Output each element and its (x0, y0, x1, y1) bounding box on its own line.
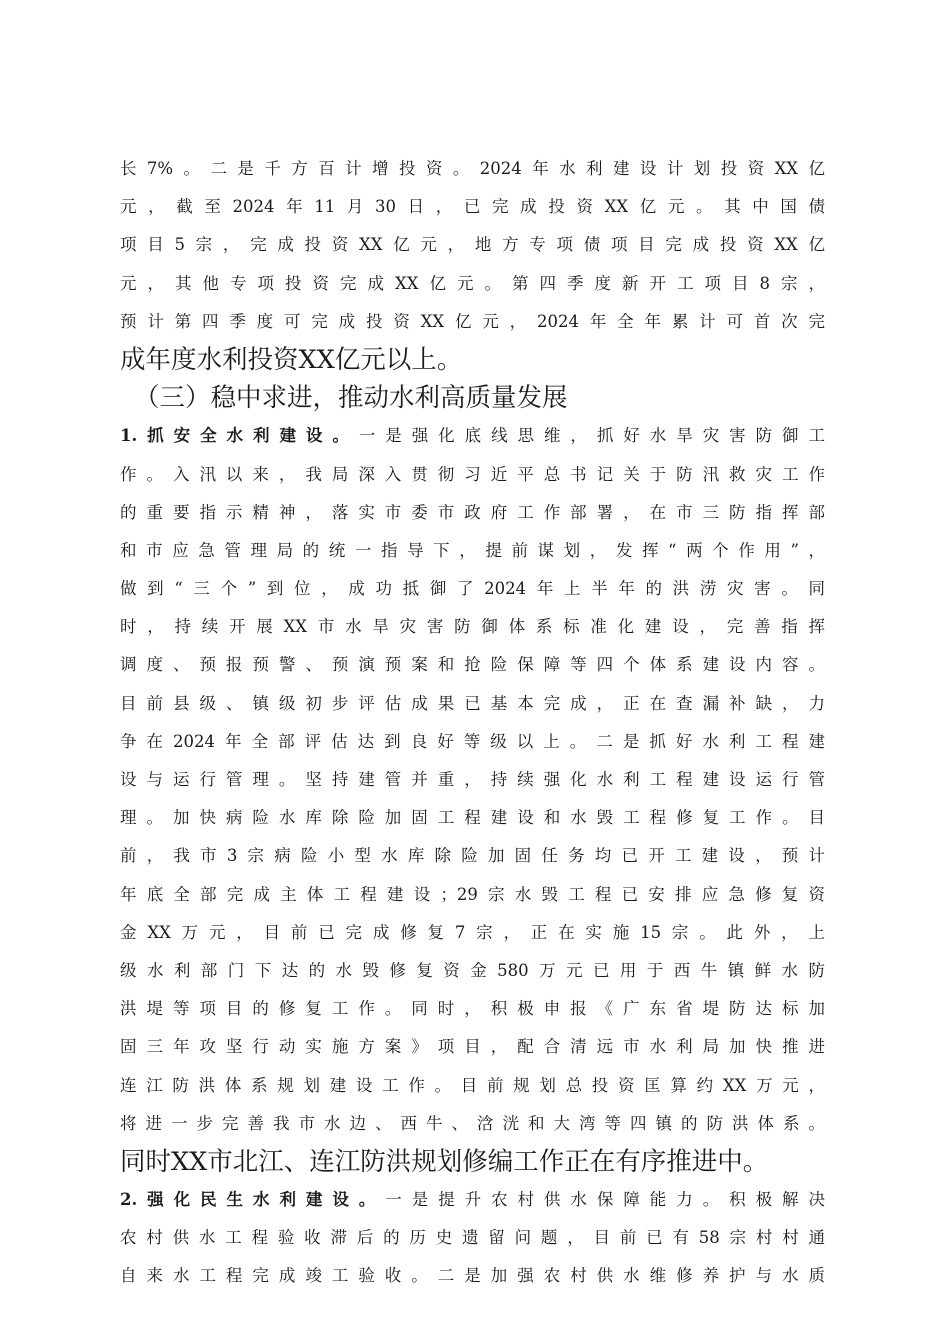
line-text: 级水利部门下达的水毁修复资金580万元已用于西牛镇鲜水防 (120, 960, 825, 980)
line-text: 固三年攻坚行动实施方案》项目，配合清远市水利局加快推进 (120, 1037, 825, 1057)
item-heading: 1.抓安全水利建设。 (120, 426, 359, 446)
line-text: 同时XX市北江、连江防洪规划修编工作正在有序推进中。 (120, 1146, 769, 1177)
line-text: 成年度水利投资XX亿元以上。 (120, 344, 463, 375)
body-text-line (120, 1105, 825, 1143)
body-text-line (120, 646, 825, 684)
section-heading-line (120, 417, 825, 455)
line-text: 元，其他专项投资完成XX亿元。第四季度新开工项目8宗， (120, 273, 825, 293)
line-text: 理。加快病险水库除险加固工程建设和水毁工程修复工作。目 (120, 808, 825, 828)
line-text: 调度、预报预警、预演预案和抢险保障等四个体系建设内容。 (120, 655, 825, 675)
body-text-line (120, 723, 825, 761)
item-heading: 2.强化民生水利建设。 (120, 1190, 386, 1210)
subsection-heading (120, 379, 825, 417)
line-text: 预计第四季度可完成投资XX亿元，2024年全年累计可首次完 (120, 311, 825, 331)
body-text-line (120, 1143, 825, 1181)
body-text-line (120, 914, 825, 952)
body-text-line (120, 761, 825, 799)
line-text: 的重要指示精神，落实市委市政府工作部署，在市三防指挥部 (120, 502, 825, 522)
line-text: 洪堤等项目的修复工作。同时，积极申报《广东省堤防达标加 (120, 999, 825, 1019)
line-text: 长7%。二是千方百计增投资。2024年水利建设计划投资XX亿 (120, 159, 825, 178)
body-text-line (120, 456, 825, 494)
body-text-line (120, 799, 825, 837)
line-text: 做到“三个”到位，成功抵御了2024年上半年的洪涝灾害。同 (120, 579, 825, 599)
section-heading-line (120, 1181, 825, 1219)
body-text-line (120, 341, 825, 379)
body-text-line (120, 150, 825, 188)
line-text: 连江防洪体系规划建设工作。目前规划总投资匡算约XX万元， (120, 1075, 825, 1095)
line-text: 元，截至2024年11月30日，已完成投资XX亿元。其中国债 (120, 197, 825, 217)
body-text-line (120, 532, 825, 570)
body-text-line (120, 1219, 825, 1257)
line-text: （三）稳中求进，推动水利高质量发展 (134, 383, 568, 414)
body-text-line (120, 990, 825, 1028)
line-text: 农村供水工程验收滞后的历史遗留问题，目前已有58宗村村通 (120, 1228, 825, 1248)
body-text-line (120, 1028, 825, 1066)
line-text: 一是强化底线思维，抓好水旱灾害防御工 (358, 426, 826, 446)
body-text-line (120, 265, 825, 303)
document-body (120, 150, 825, 1296)
line-text: 设与运行管理。坚持建管并重，持续强化水利工程建设运行管 (120, 770, 825, 789)
body-text-line (120, 1257, 825, 1295)
body-text-line (120, 952, 825, 990)
line-text: 争在2024年全部评估达到良好等级以上。二是抓好水利工程建 (120, 731, 825, 751)
line-text: 一是提升农村供水保障能力。积极解决 (385, 1190, 826, 1210)
line-text: 时，持续开展XX市水旱灾害防御体系标准化建设，完善指挥 (120, 617, 825, 637)
body-text-line (120, 188, 825, 226)
body-text-line (120, 876, 825, 914)
line-text: 和市应急管理局的统一指导下，提前谋划，发挥“两个作用”， (120, 540, 825, 560)
line-text: 年底全部完成主体工程建设；29宗水毁工程已安排应急修复资 (120, 884, 825, 904)
body-text-line (120, 608, 825, 646)
body-text-line (120, 1067, 825, 1105)
body-text-line (120, 837, 825, 875)
line-text: 金XX万元，目前已完成修复7宗，正在实施15宗。此外，上 (120, 922, 825, 942)
line-text: 前，我市3宗病险小型水库除险加固任务均已开工建设，预计 (120, 846, 825, 866)
body-text-line (120, 303, 825, 341)
body-text-line (120, 570, 825, 608)
line-text: 将进一步完善我市水边、西牛、浛洸和大湾等四镇的防洪体系。 (120, 1113, 825, 1133)
body-text-line (120, 226, 825, 264)
line-text: 项目5宗，完成投资XX亿元，地方专项债项目完成投资XX亿 (120, 235, 825, 255)
line-text: 自来水工程完成竣工验收。二是加强农村供水维修养护与水质 (120, 1266, 825, 1286)
body-text-line (120, 494, 825, 532)
body-text-line (120, 685, 825, 723)
line-text: 作。入汛以来，我局深入贯彻习近平总书记关于防汛救灾工作 (120, 464, 825, 484)
line-text: 目前县级、镇级初步评估成果已基本完成，正在查漏补缺，力 (120, 693, 825, 713)
